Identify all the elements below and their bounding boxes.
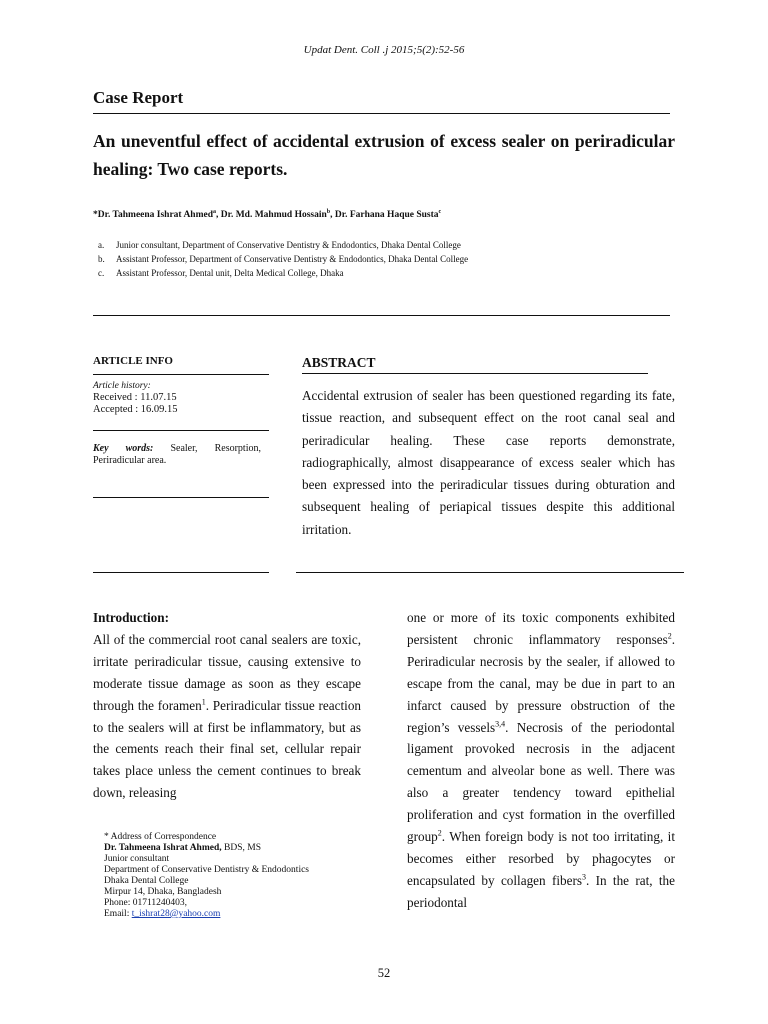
keywords-rule bbox=[93, 497, 269, 498]
intro-column-left bbox=[93, 607, 361, 804]
intro-text-left: All of the commercial root canal sealers are toxic, irritate periradicular tissue, causing extensive to moderate tissue damage as soon as they escape through the foramen$^1$. Periradicular tissue reaction to the sealers will at first be inflammatory, but as the cements reach their final set, cellular repair takes place unless the cement continues to break down, releasing bbox=[93, 631, 362, 801]
author-list: *Dr. Tahmeena Ishrat Ahmed$^a$, Dr. Md. Mahmud Hossain$^b$, Dr. Farhana Haque Susta$^c$ bbox=[93, 209, 442, 221]
affiliation-text: Assistant Professor, Dental unit, Delta Medical College, Dhaka bbox=[116, 268, 344, 278]
affiliation-mark: c. bbox=[98, 268, 105, 278]
history-label: Article history: bbox=[93, 381, 151, 391]
header-rule bbox=[93, 315, 670, 316]
section-rule bbox=[93, 113, 670, 114]
abstract-bottom-rule bbox=[296, 572, 684, 573]
correspondence-lines bbox=[104, 854, 309, 909]
article-history bbox=[93, 380, 178, 416]
article-title: An uneventful effect of accidental extrusion of excess sealer on periradicular healing: Two case reports. bbox=[93, 131, 675, 179]
history-rule bbox=[93, 430, 269, 431]
affiliation-text: Junior consultant, Department of Conservative Dentistry & Endodontics, Dhaka Dental College bbox=[116, 240, 461, 250]
article-info-rule bbox=[93, 374, 269, 375]
author-affiliation-mark: c bbox=[438, 209, 442, 215]
affiliation-item bbox=[98, 266, 468, 280]
affiliation-mark: a. bbox=[98, 240, 105, 250]
citation-ref: 1 bbox=[201, 697, 206, 707]
intro-text-right: one or more of its toxic components exhibited persistent chronic inflammatory responses$^2$. Periradicular necrosis by the sealer, if allowed to escape from the canal, may be due in part to an infarct caused by pressure obstruction of the region’s vessels$^{3,4}$. Necrosis of the periodontal ligament provoked necrosis in the adjacent cementum and alveolar bone as well. There was also a greater tendency toward epithelial proliferation and cyst formation in the overfilled group$^2$. When foreign body is not too irritating, it becomes either resorbed by phagocytes or encapsulated by collagen fibers$^3$. In the rat, the periodontal bbox=[407, 610, 675, 910]
abstract-heading: ABSTRACT bbox=[302, 355, 376, 370]
citation-ref: 2 bbox=[667, 631, 672, 641]
article-info-bottom-rule bbox=[93, 572, 269, 573]
affiliation-list bbox=[98, 238, 468, 280]
received-date: Received : 11.07.15 bbox=[93, 392, 177, 403]
correspondence-name: Dr. Tahmeena Ishrat Ahmed, bbox=[104, 843, 222, 853]
intro-column-right bbox=[407, 607, 675, 914]
intro-heading: Introduction: bbox=[93, 610, 169, 625]
citation-ref: 3 bbox=[581, 872, 586, 882]
accepted-date: Accepted : 16.09.15 bbox=[93, 404, 178, 415]
abstract-text: Accidental extrusion of sealer has been questioned regarding its fate, tissue reaction, and subsequent effect on the root canal seal and periradicular healing. These case reports demonstrate, radiographically, almost disappearance of excess sealer which has been expressed into the periradicular tissues during obturation and subsequent healing of periapical tissues despite this additional irritation. bbox=[302, 388, 675, 537]
author-name: Dr. Md. Mahmud Hossain bbox=[220, 210, 327, 221]
correspondence-label: * Address of Correspondence bbox=[104, 832, 217, 842]
affiliation-item bbox=[98, 238, 468, 252]
correspondence-block bbox=[104, 832, 309, 920]
author-affiliation-mark: a bbox=[213, 209, 217, 215]
correspondence-degree: BDS, MS bbox=[221, 843, 261, 853]
email-link[interactable]: t_ishrat28@yahoo.com bbox=[131, 909, 221, 919]
author-name: Dr. Farhana Haque Susta bbox=[334, 210, 439, 221]
correspondence-line: Junior consultant bbox=[104, 854, 170, 864]
affiliation-item bbox=[98, 252, 468, 266]
email-label: Email: bbox=[104, 909, 132, 919]
citation-ref: 2 bbox=[437, 828, 442, 838]
correspondence-line: Mirpur 14, Dhaka, Bangladesh bbox=[104, 887, 222, 897]
section-label: Case Report bbox=[93, 88, 184, 107]
page-number: 52 bbox=[377, 966, 391, 980]
author-name: *Dr. Tahmeena Ishrat Ahmed bbox=[93, 210, 214, 221]
correspondence-line: Phone: 01711240403, bbox=[104, 898, 188, 908]
citation-ref: 3,4 bbox=[495, 719, 506, 729]
keywords-text: Sealer, Resorption, Periradicular area. bbox=[93, 443, 261, 466]
keywords-label: Key words: bbox=[93, 443, 154, 454]
article-info-heading: ARTICLE INFO bbox=[93, 355, 173, 367]
journal-citation: Updat Dent. Coll .j 2015;5(2):52-56 bbox=[303, 44, 465, 56]
affiliation-text: Assistant Professor, Department of Conservative Dentistry & Endodontics, Dhaka Dental College bbox=[116, 254, 469, 264]
author-affiliation-mark: b bbox=[326, 209, 331, 215]
correspondence-line: Department of Conservative Dentistry & Endodontics bbox=[104, 865, 309, 875]
correspondence-line: Dhaka Dental College bbox=[104, 876, 189, 886]
abstract-rule bbox=[302, 373, 648, 374]
affiliation-mark: b. bbox=[98, 254, 105, 264]
correspondence-name-line bbox=[104, 843, 309, 854]
correspondence-email-line bbox=[104, 909, 309, 920]
keywords bbox=[93, 443, 261, 467]
